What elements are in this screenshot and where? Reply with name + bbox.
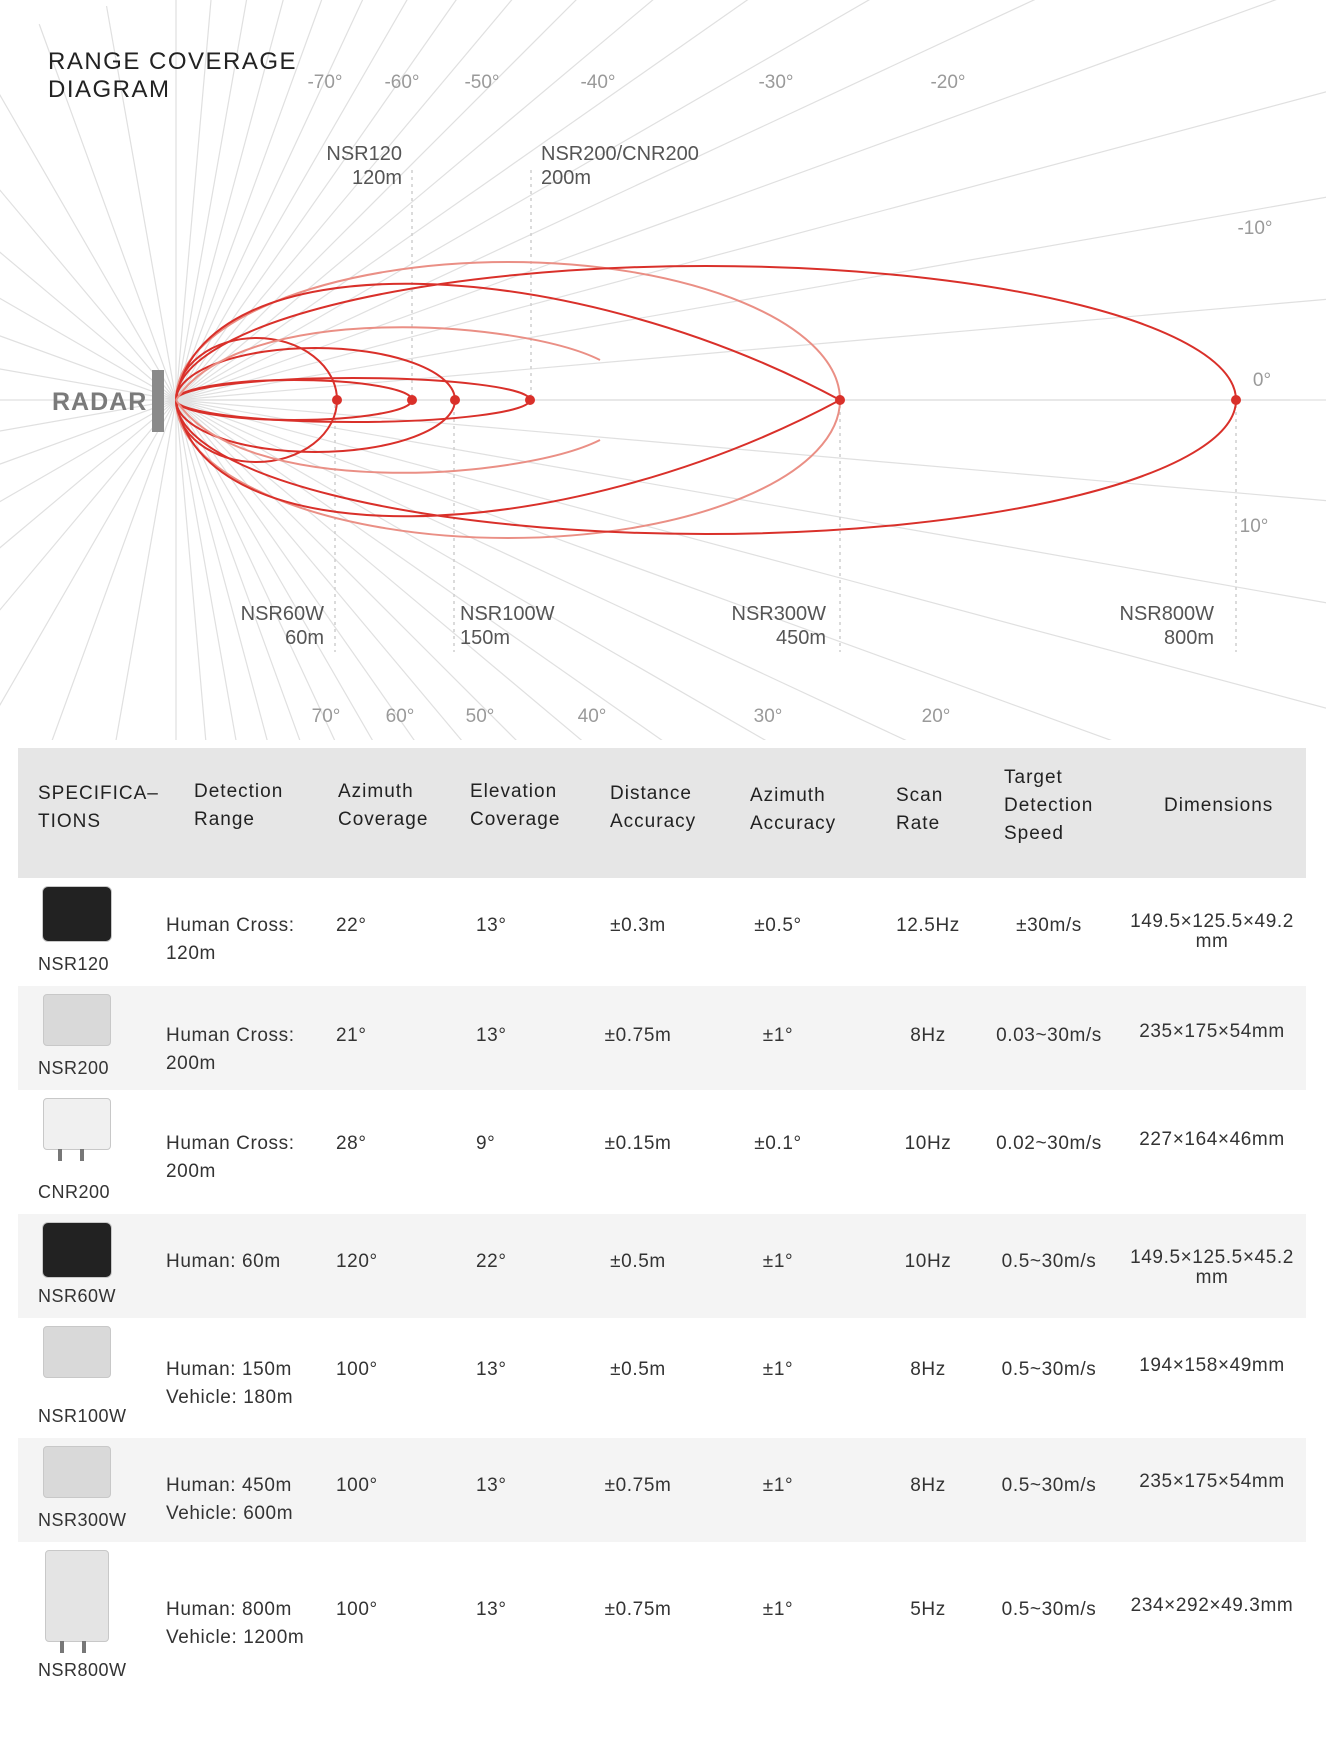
header-elevation-coverage: Elevation Coverage [470,781,561,830]
angle-ray [0,54,176,400]
angle-ray [107,400,176,740]
cell-azimuth: 120° [336,1251,378,1272]
angle-label: 40° [577,706,607,727]
angle-label: -40° [580,72,616,93]
angle-ray [176,400,564,740]
cell-scan: 10Hz [904,1133,952,1154]
cell-dims: 194×158×49mm [1139,1355,1285,1376]
connector-icon [58,1149,84,1161]
cell-speed: 0.5~30m/s [1001,1599,1097,1620]
angle-ray [0,400,176,600]
angle-ray [176,0,1325,400]
cell-range: Human: 150m Vehicle: 180m [166,1359,294,1408]
cell-az-acc: ±1° [762,1025,794,1046]
cell-speed: 0.5~30m/s [1001,1251,1097,1272]
cell-scan: 8Hz [910,1359,946,1380]
cell-dims: 149.5×125.5×45.2 mm [1130,1247,1294,1288]
table-row [18,1318,1306,1438]
header-azimuth-accuracy: Azimuth Accuracy [750,785,837,834]
white-radar-box-icon [43,1446,111,1498]
header-dimensions: Dimensions [1164,795,1274,816]
cell-dist-acc: ±0.3m [610,915,666,936]
angle-ray [176,0,1326,400]
white-radar-box-icon [43,1326,111,1378]
cell-az-acc: ±1° [762,1475,794,1496]
cell-dist-acc: ±0.5m [610,1359,666,1380]
range-label-nsr200-range: 200m [541,167,592,189]
product-name: NSR200 [38,1058,110,1078]
table-row [18,1090,1306,1214]
header-specifications: SPECIFICA– TIONS [38,783,159,832]
product-name: NSR800W [38,1660,127,1680]
table-body [18,878,1306,1692]
range-endpoint-dot [835,395,845,405]
cell-dist-acc: ±0.75m [604,1025,672,1046]
cell-dims: 235×175×54mm [1139,1021,1285,1042]
angle-ray [176,400,1326,531]
angle-rays [0,0,1326,740]
range-coverage-diagram [0,0,1326,740]
cell-dist-acc: ±0.15m [604,1133,672,1154]
radar-label: RADAR [52,388,148,416]
cell-dims: 149.5×125.5×49.2 mm [1130,911,1294,952]
product-name: NSR100W [38,1406,127,1426]
angle-label: 10° [1239,516,1269,537]
cell-speed: ±30m/s [1016,915,1082,936]
product-name: NSR120 [38,954,110,974]
angle-ray [176,269,1326,400]
cell-speed: 0.5~30m/s [1001,1359,1097,1380]
angle-label: -60° [384,72,420,93]
cell-az-acc: ±1° [762,1359,794,1380]
header-target-speed: Target Detection Speed [1004,767,1094,844]
cell-az-acc: ±1° [762,1599,794,1620]
cell-dims: 235×175×54mm [1139,1471,1285,1492]
cell-dist-acc: ±0.75m [604,1599,672,1620]
cell-elevation: 22° [476,1251,507,1272]
white-radar-box-icon [43,994,111,1046]
range-guide-lines [335,170,1236,652]
cell-scan: 5Hz [910,1599,946,1620]
cell-speed: 0.5~30m/s [1001,1475,1097,1496]
specifications-table [18,748,1306,1692]
angle-ray [176,400,810,740]
table-header [18,748,1306,878]
cell-scan: 10Hz [904,1251,952,1272]
range-label-nsr60w-range: 60m [285,627,324,649]
angle-label: -20° [930,72,966,93]
black-radar-box-icon [42,886,112,942]
cell-range: Human Cross: 200m [166,1133,295,1182]
product-name: NSR300W [38,1510,127,1530]
cell-elevation: 9° [476,1133,496,1154]
cell-scan: 12.5Hz [896,915,960,936]
angle-ray [0,400,176,537]
cell-range: Human Cross: 120m [166,915,295,964]
cell-elevation: 13° [476,1599,507,1620]
cell-az-acc: ±0.5° [754,915,802,936]
table-row [18,1214,1306,1318]
cell-dims: 227×164×46mm [1139,1129,1285,1150]
cell-azimuth: 22° [336,915,367,936]
range-label-nsr200-model: NSR200/CNR200 [541,143,699,165]
range-label-nsr300w-model: NSR300W [731,603,826,625]
black-radar-box-icon [42,1222,112,1278]
angle-label: 70° [311,706,341,727]
angle-label: 50° [465,706,495,727]
angle-ray [176,12,1326,400]
angle-ray [39,400,176,740]
cell-azimuth: 28° [336,1133,367,1154]
range-label-nsr100w-model: NSR100W [460,603,555,625]
range-label-nsr100w-range: 150m [460,627,511,649]
table-row [18,878,1306,986]
range-label-nsr300w-range: 450m [775,627,826,649]
cell-elevation: 13° [476,1475,507,1496]
cell-elevation: 13° [476,1359,507,1380]
cell-azimuth: 100° [336,1599,378,1620]
angle-ray [176,140,1326,400]
range-label-nsr120-range: 120m [351,167,402,189]
cell-az-acc: ±1° [762,1251,794,1272]
range-label-nsr800w-model: NSR800W [1119,603,1214,625]
angle-label: -70° [307,72,343,93]
cell-scan: 8Hz [910,1475,946,1496]
angle-ray [0,400,176,657]
range-label-nsr120-model: NSR120 [326,143,402,165]
angle-ray [176,0,1326,400]
table-row [18,986,1306,1090]
cell-azimuth: 100° [336,1475,378,1496]
angle-ray [176,0,1326,400]
cell-elevation: 13° [476,915,507,936]
range-endpoint-dot [525,395,535,405]
header-distance-accuracy: Distance Accuracy [610,783,697,832]
table-row [18,1542,1306,1692]
diagram-title: RANGE COVERAGE DIAGRAM [48,48,298,103]
range-label-nsr800w-range: 800m [1163,627,1214,649]
range-endpoint-dot [332,395,342,405]
header-azimuth-coverage: Azimuth Coverage [338,781,429,830]
range-endpoint-dot [1231,395,1241,405]
cell-azimuth: 100° [336,1359,378,1380]
cell-dist-acc: ±0.75m [604,1475,672,1496]
angle-label: -10° [1237,218,1273,239]
header-scan-rate: Scan Rate [896,785,944,834]
cell-scan: 8Hz [910,1025,946,1046]
cell-dist-acc: ±0.5m [610,1251,666,1272]
angle-label: 0° [1252,370,1272,391]
connector-icon [60,1641,86,1653]
angle-label: 20° [921,706,951,727]
cell-speed: 0.02~30m/s [996,1133,1102,1154]
cell-range: Human: 60m [166,1251,281,1272]
range-label-nsr60w-model: NSR60W [240,603,324,625]
outdoor-radar-box-icon [43,1098,111,1150]
range-endpoint-dot [407,395,417,405]
cell-range: Human: 800m Vehicle: 1200m [166,1599,305,1648]
cell-elevation: 13° [476,1025,507,1046]
cell-speed: 0.03~30m/s [996,1025,1102,1046]
cell-dims: 234×292×49.3mm [1130,1595,1294,1616]
product-name: CNR200 [38,1182,111,1202]
cell-az-acc: ±0.1° [754,1133,802,1154]
angle-ray [0,143,176,400]
cell-azimuth: 21° [336,1025,367,1046]
angle-label: 30° [753,706,783,727]
angle-label: -50° [464,72,500,93]
table-row [18,1438,1306,1542]
radar-bar [152,370,164,432]
angle-ray [0,200,176,400]
range-endpoint-dot [450,395,460,405]
tall-outdoor-radar-icon [45,1550,109,1642]
angle-ray [176,0,1326,400]
angle-label: 60° [385,706,415,727]
cell-range: Human Cross: 200m [166,1025,295,1074]
angle-ray [0,263,176,400]
product-name: NSR60W [38,1286,117,1306]
angle-label: -30° [758,72,794,93]
header-detection-range: Detection Range [194,781,284,830]
cell-range: Human: 450m Vehicle: 600m [166,1475,294,1524]
